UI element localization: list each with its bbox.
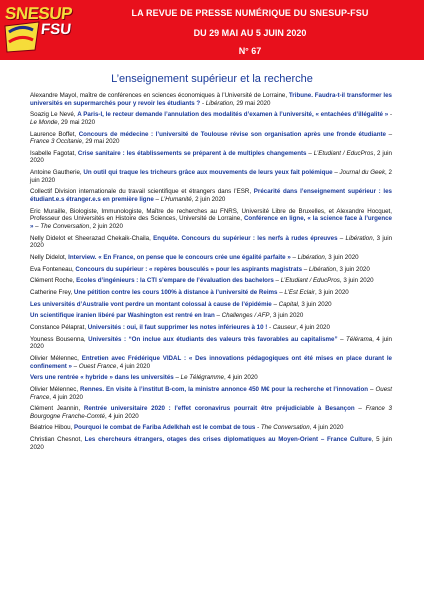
entry-separator: – — [332, 169, 340, 177]
entry-separator: – — [337, 234, 346, 242]
entry-author: Collectif Division internationale du travail scientifique et étrangers dans l’ESR, — [30, 188, 254, 196]
entry-article-link[interactable]: Vers une rentrée « hybride » dans les universités — [30, 374, 174, 382]
entry-separator: – — [33, 222, 41, 230]
logo-text-bottom: FSU — [40, 21, 72, 38]
newsletter-date: DU 29 MAI AU 5 JUIN 2020 — [193, 28, 307, 38]
entry-date: , 29 mai 2020 — [81, 138, 120, 146]
entry-author: Clément Roche, — [30, 277, 77, 285]
press-entry — [30, 336, 392, 351]
entry-date: , 2 juin 2020 — [191, 196, 226, 203]
entry-article-link[interactable]: Entretien avec Frédérique VIDAL : « Des innovations pédagogiques ont été mises en place durant le confinement » — [30, 354, 392, 370]
entry-author: Eva Fonteneau, — [30, 265, 76, 273]
entry-separator: – — [277, 288, 285, 296]
entry-source: L’Est Eclair — [284, 288, 315, 296]
entry-article-link[interactable]: Conférence en ligne, « la science face à l’urgence » — [30, 215, 392, 230]
press-entry — [30, 301, 392, 309]
entry-source: The Conversation — [260, 424, 310, 432]
newsletter-title: LA REVUE DE PRESSE NUMÉRIQUE DU SNESUP-FSU — [131, 8, 369, 18]
entry-date: , 3 juin 2020 — [297, 300, 332, 308]
entry-source: France 3 Occitanie — [30, 138, 82, 146]
entry-article-link[interactable]: Rennes. En visite à l’institut B-com, la ministre annonce 450 M€ pour la recherche et l’innovation — [80, 385, 369, 393]
entry-article-link[interactable]: Enquête. Concours du supérieur : les nerfs à rudes épreuves — [153, 234, 338, 242]
entry-source: Libération — [345, 234, 373, 242]
press-entry — [30, 386, 392, 401]
press-entry — [30, 150, 392, 165]
entry-separator: – — [71, 362, 79, 370]
entry-date: , 3 juin 2020 — [30, 234, 393, 250]
entry-author: Nelly Didelot et Sheerazad Chekaik-Chaila, — [30, 234, 154, 242]
entry-author: Alexandre Mayol, maître de conférences en sciences économiques à l’Université de Lorraine, — [30, 92, 289, 99]
entry-date: , 4 juin 2020 — [30, 335, 392, 351]
press-entry — [30, 188, 392, 203]
entry-date: , 4 juin 2020 — [49, 393, 83, 401]
entry-separator: – — [271, 300, 279, 308]
newsletter-number: N° 67 — [238, 46, 262, 56]
entry-article-link[interactable]: Pourquoi le combat de Fariba Adelkhah est le combat de tous — [74, 424, 256, 432]
press-entry — [30, 324, 392, 332]
entry-separator: – — [368, 385, 376, 393]
entry-source: Libération — [297, 253, 325, 261]
entry-source: Ouest France — [30, 385, 392, 401]
entry-article-link[interactable]: Universités : oui, il faut supprimer les notes inférieures à 10 ! — [87, 323, 268, 331]
entry-date: , 3 juin 2020 — [339, 277, 374, 285]
entry-author: Olivier Mélennec, — [30, 354, 82, 362]
entry-source: Le Monde — [30, 118, 58, 126]
entry-date: , 4 juin 2020 — [224, 374, 258, 382]
entry-date: , 3 juin 2020 — [324, 253, 359, 261]
entry-article-link[interactable]: Précarité dans l’enseignement supérieur : les étudiant.e.s étranger.e.s en première ligne — [30, 188, 392, 203]
press-entry — [30, 169, 392, 184]
entry-source: Télérama — [346, 335, 373, 343]
entry-separator: – — [354, 405, 366, 413]
entry-author: Constance Pélaprat, — [30, 323, 88, 331]
entry-date: , 4 juin 2020 — [116, 362, 151, 370]
entry-article-link[interactable]: Universités : “On inclue aux étudiants des valeurs très favorables au capitalisme” — [88, 335, 338, 343]
entry-separator: – — [337, 335, 347, 343]
entry-source: The Conversation — [40, 222, 90, 230]
press-entry — [30, 92, 392, 107]
entry-author: Soazig Le Nevé, — [30, 111, 78, 119]
entry-author: Olivier Mélennec, — [30, 385, 81, 393]
entry-article-link[interactable]: Tribune. Faudra-t-il transformer les universités en supermarchés pour y revoir les étudiants ? — [30, 92, 392, 107]
entry-separator: – — [290, 253, 298, 261]
entry-separator: - — [267, 323, 273, 331]
entry-separator: – — [302, 265, 309, 273]
press-entry — [30, 436, 392, 451]
entry-article-link[interactable]: Un scientifique iranien libéré par Washington est rentré en Iran — [30, 312, 215, 320]
entry-article-link[interactable]: Concours du supérieur : « repères bousculés » pour les aspirants magistrats — [75, 265, 303, 273]
press-entry — [30, 266, 392, 274]
entry-article-link[interactable]: Crise sanitaire : les établissements se préparent à de multiples changements — [77, 149, 307, 157]
entry-author: Catherine Frey, — [30, 288, 74, 296]
entry-source: Libération — [308, 265, 337, 273]
entry-article-link[interactable]: Rentrée universitaire 2020 : l’effet coronavirus pourrait être préjudiciable à Besançon — [83, 405, 355, 413]
entry-date: , 2 juin 2020 — [89, 222, 123, 230]
press-entry — [30, 208, 392, 231]
entry-author: Laurence Boffet, — [30, 130, 79, 138]
entry-source: Ouest France — [78, 362, 117, 370]
entry-source: Challenges / AFP — [221, 312, 270, 320]
entry-date: , 2 juin 2020 — [30, 169, 392, 184]
press-entry — [30, 405, 392, 420]
entry-separator: – — [386, 130, 393, 138]
entry-source: Le Télégramme — [180, 374, 224, 382]
entry-article-link[interactable]: Concours de médecine : l’université de Toulouse révise son organisation après une fronde étudiante — [78, 130, 386, 138]
entry-source: L’Humanité — [160, 196, 192, 203]
entry-date: , 3 juin 2020 — [269, 312, 304, 320]
entry-separator: - — [200, 99, 206, 107]
entry-author: Béatrice Hibou, — [30, 424, 75, 432]
press-entry — [30, 277, 392, 285]
entry-article-link[interactable]: Ecoles d’ingénieurs : la CTI s’empare de l’évaluation des bachelors — [76, 277, 274, 285]
entry-separator: - — [388, 111, 393, 119]
entry-source: L’Etudiant / EducPros — [280, 277, 340, 285]
press-entry — [30, 424, 392, 432]
entry-date: , 5 juin 2020 — [30, 436, 392, 451]
entry-separator: – — [273, 277, 281, 285]
entry-article-link[interactable]: Interview. « En France, on pense que le concours crée une égalité parfaite » — [68, 253, 291, 261]
press-entry — [30, 289, 392, 297]
press-entry — [30, 355, 392, 370]
entry-date: , 4 juin 2020 — [104, 412, 139, 420]
entry-date: , 29 mai 2020 — [57, 118, 96, 126]
entry-author: Christian Chesnot, — [30, 436, 85, 444]
entry-article-link[interactable]: Une pétition contre les cours 100% à distance à l’université de Reims — [73, 288, 278, 296]
entry-separator: – — [214, 312, 222, 320]
entry-source: Causeur — [272, 323, 297, 331]
press-entry — [30, 111, 392, 126]
press-entry — [30, 235, 392, 250]
entry-author: Youness Bousenna, — [30, 335, 89, 343]
entry-separator: – — [153, 196, 161, 203]
press-entry — [30, 254, 392, 262]
entry-source: L’Etudiant / EducPros — [313, 149, 374, 157]
entry-date: , 3 juin 2020 — [314, 288, 349, 296]
entry-article-link[interactable]: Les universités d’Australie vont perdre un montant colossal à cause de l’épidémie — [30, 300, 272, 308]
header-band — [0, 0, 424, 60]
entry-author: Antoine Gautherie, — [30, 169, 84, 177]
logo-swoosh-icon — [3, 20, 43, 54]
entry-author: Nelly Didelot, — [30, 253, 69, 261]
entry-source: Journal du Geek — [339, 169, 386, 177]
entry-article-link[interactable]: Un outil qui traque les tricheurs grâce aux mouvements de leurs yeux fait polémique — [83, 169, 333, 177]
entry-date: , 3 juin 2020 — [336, 265, 370, 273]
snesup-logo — [3, 2, 83, 54]
entry-author: Clément Jeannin, — [30, 405, 84, 413]
press-entry — [30, 131, 392, 146]
entry-separator: - — [255, 424, 261, 432]
entry-author: Eric Muraille, Biologiste, Immunologiste, Maître de recherches au FNRS, Université Libre de Bruxelles, et Alexandre Hocquet, Professeur des Universités en Histoire des Sciences, Université de Lorraine, — [30, 207, 392, 223]
entry-date: , 4 juin 2020 — [296, 323, 330, 331]
entry-article-link[interactable]: Les chercheurs étrangers, otages des crises diplomatiques au Moyen-Orient – France Culture — [84, 436, 372, 444]
section-title: L’enseignement supérieur et la recherche — [111, 73, 313, 85]
entry-date: , 29 mai 2020 — [232, 99, 271, 107]
press-entries-list — [30, 92, 392, 455]
press-entry — [30, 312, 392, 320]
entry-source: Capital — [278, 300, 298, 308]
press-entry — [30, 374, 392, 382]
entry-source: Libération — [205, 99, 233, 107]
entry-date: , 4 juin 2020 — [309, 424, 344, 432]
entry-article-link[interactable]: A Paris-I, le recteur demande l’annulation des modalités d’examen à l’université, « entachées d’illégalité » — [77, 111, 389, 119]
logo-text-top: SNESUP — [4, 4, 73, 23]
entry-date: , 2 juin 2020 — [30, 149, 392, 165]
entry-separator: – — [173, 374, 181, 382]
entry-separator: – — [306, 149, 314, 157]
entry-source: France 3 Bourgogne Franche-Comté — [30, 405, 392, 420]
entry-author: Isabelle Fagotat, — [30, 149, 78, 157]
